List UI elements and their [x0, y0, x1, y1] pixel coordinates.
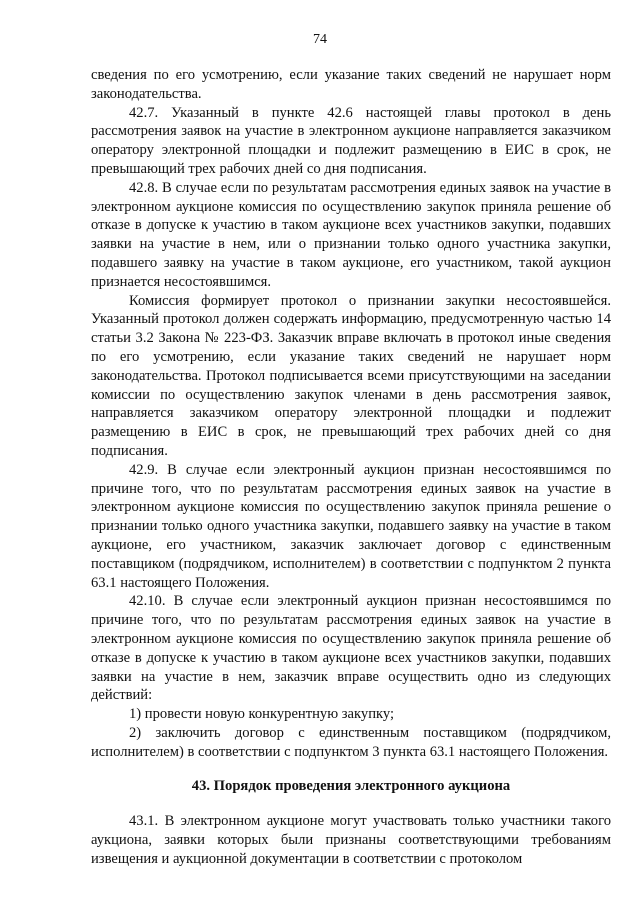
- list-item-2: 2) заключить договор с единственным поставщиком (подрядчиком, исполнителем) в соответствии с подпунктом 3 пункта 63.1 настоящего Положения.: [91, 724, 611, 760]
- paragraph-42-9: 42.9. В случае если электронный аукцион признан несостоявшимся по причине того, что по результатам рассмотрения единых заявок на участие в электронном аукционе комиссия по осуществлению закупок приняла решение о признании только одного участника закупки, подавшего заявку на участие в таком аукционе, его участником, заказчик заключает договор с единственным поставщиком (подрядчиком, исполнителем) в соответствии с подпунктом 2 пункта 63.1 настоящего Положения.: [91, 461, 611, 591]
- paragraph-42-7: 42.7. Указанный в пункте 42.6 настоящей главы протокол в день рассмотрения заявок на участие в электронном аукционе направляется заказчиком оператору электронной площадки и подлежит размещению в ЕИС в срок, не превышающий трех рабочих дней со дня подписания.: [91, 104, 611, 177]
- paragraph-42-8: 42.8. В случае если по результатам рассмотрения единых заявок на участие в электронном аукционе комиссия по осуществлению закупок приняла решение об отказе в допуске к участию в таком аукционе всех участников закупки, подавших заявки на участие в нем, или о признании только одного участника закупки, подавшего заявку на участие в таком аукционе, его участником, такой аукцион признается несостоявшимся.: [91, 179, 611, 290]
- paragraph-commission-protocol: Комиссия формирует протокол о признании закупки несостоявшейся. Указанный протокол должен содержать информацию, предусмотренную частью 14 статьи 3.2 Закона № 223-ФЗ. Заказчик вправе включать в протокол иные сведения по его усмотрению, если указание таких сведений не нарушает норм законодательства. Протокол подписывается всеми присутствующими на заседании комиссии по осуществлению закупок членами в день рассмотрения заявок, направляется заказчиком оператору электронной площадки и подлежит размещению в ЕИС в срок, не превышающий трех рабочих дней со дня подписания.: [91, 292, 611, 459]
- paragraph-continuation: сведения по его усмотрению, если указание таких сведений не нарушает норм законодательства.: [91, 67, 611, 102]
- paragraph-42-10: 42.10. В случае если электронный аукцион признан несостоявшимся по причине того, что по результатам рассмотрения единых заявок на участие в электронном аукционе комиссия по осуществлению закупок приняла решение об отказе в допуске к участию в таком аукционе всех участников закупки, подавших заявки на участие в нем, заказчик вправе осуществить одно из следующих действий:: [91, 593, 611, 704]
- document-body: [91, 66, 611, 869]
- section-title: 43. Порядок проведения электронного аукциона: [191, 778, 511, 795]
- list-item-1: 1) провести новую конкурентную закупку;: [129, 706, 395, 723]
- page-number: 74: [313, 32, 327, 47]
- paragraph-43-1: 43.1. В электронном аукционе могут участвовать только участники такого аукциона, заявки которых были признаны соответствующими требованиям извещения и аукционной документации в соответствии с протоколом: [91, 813, 611, 867]
